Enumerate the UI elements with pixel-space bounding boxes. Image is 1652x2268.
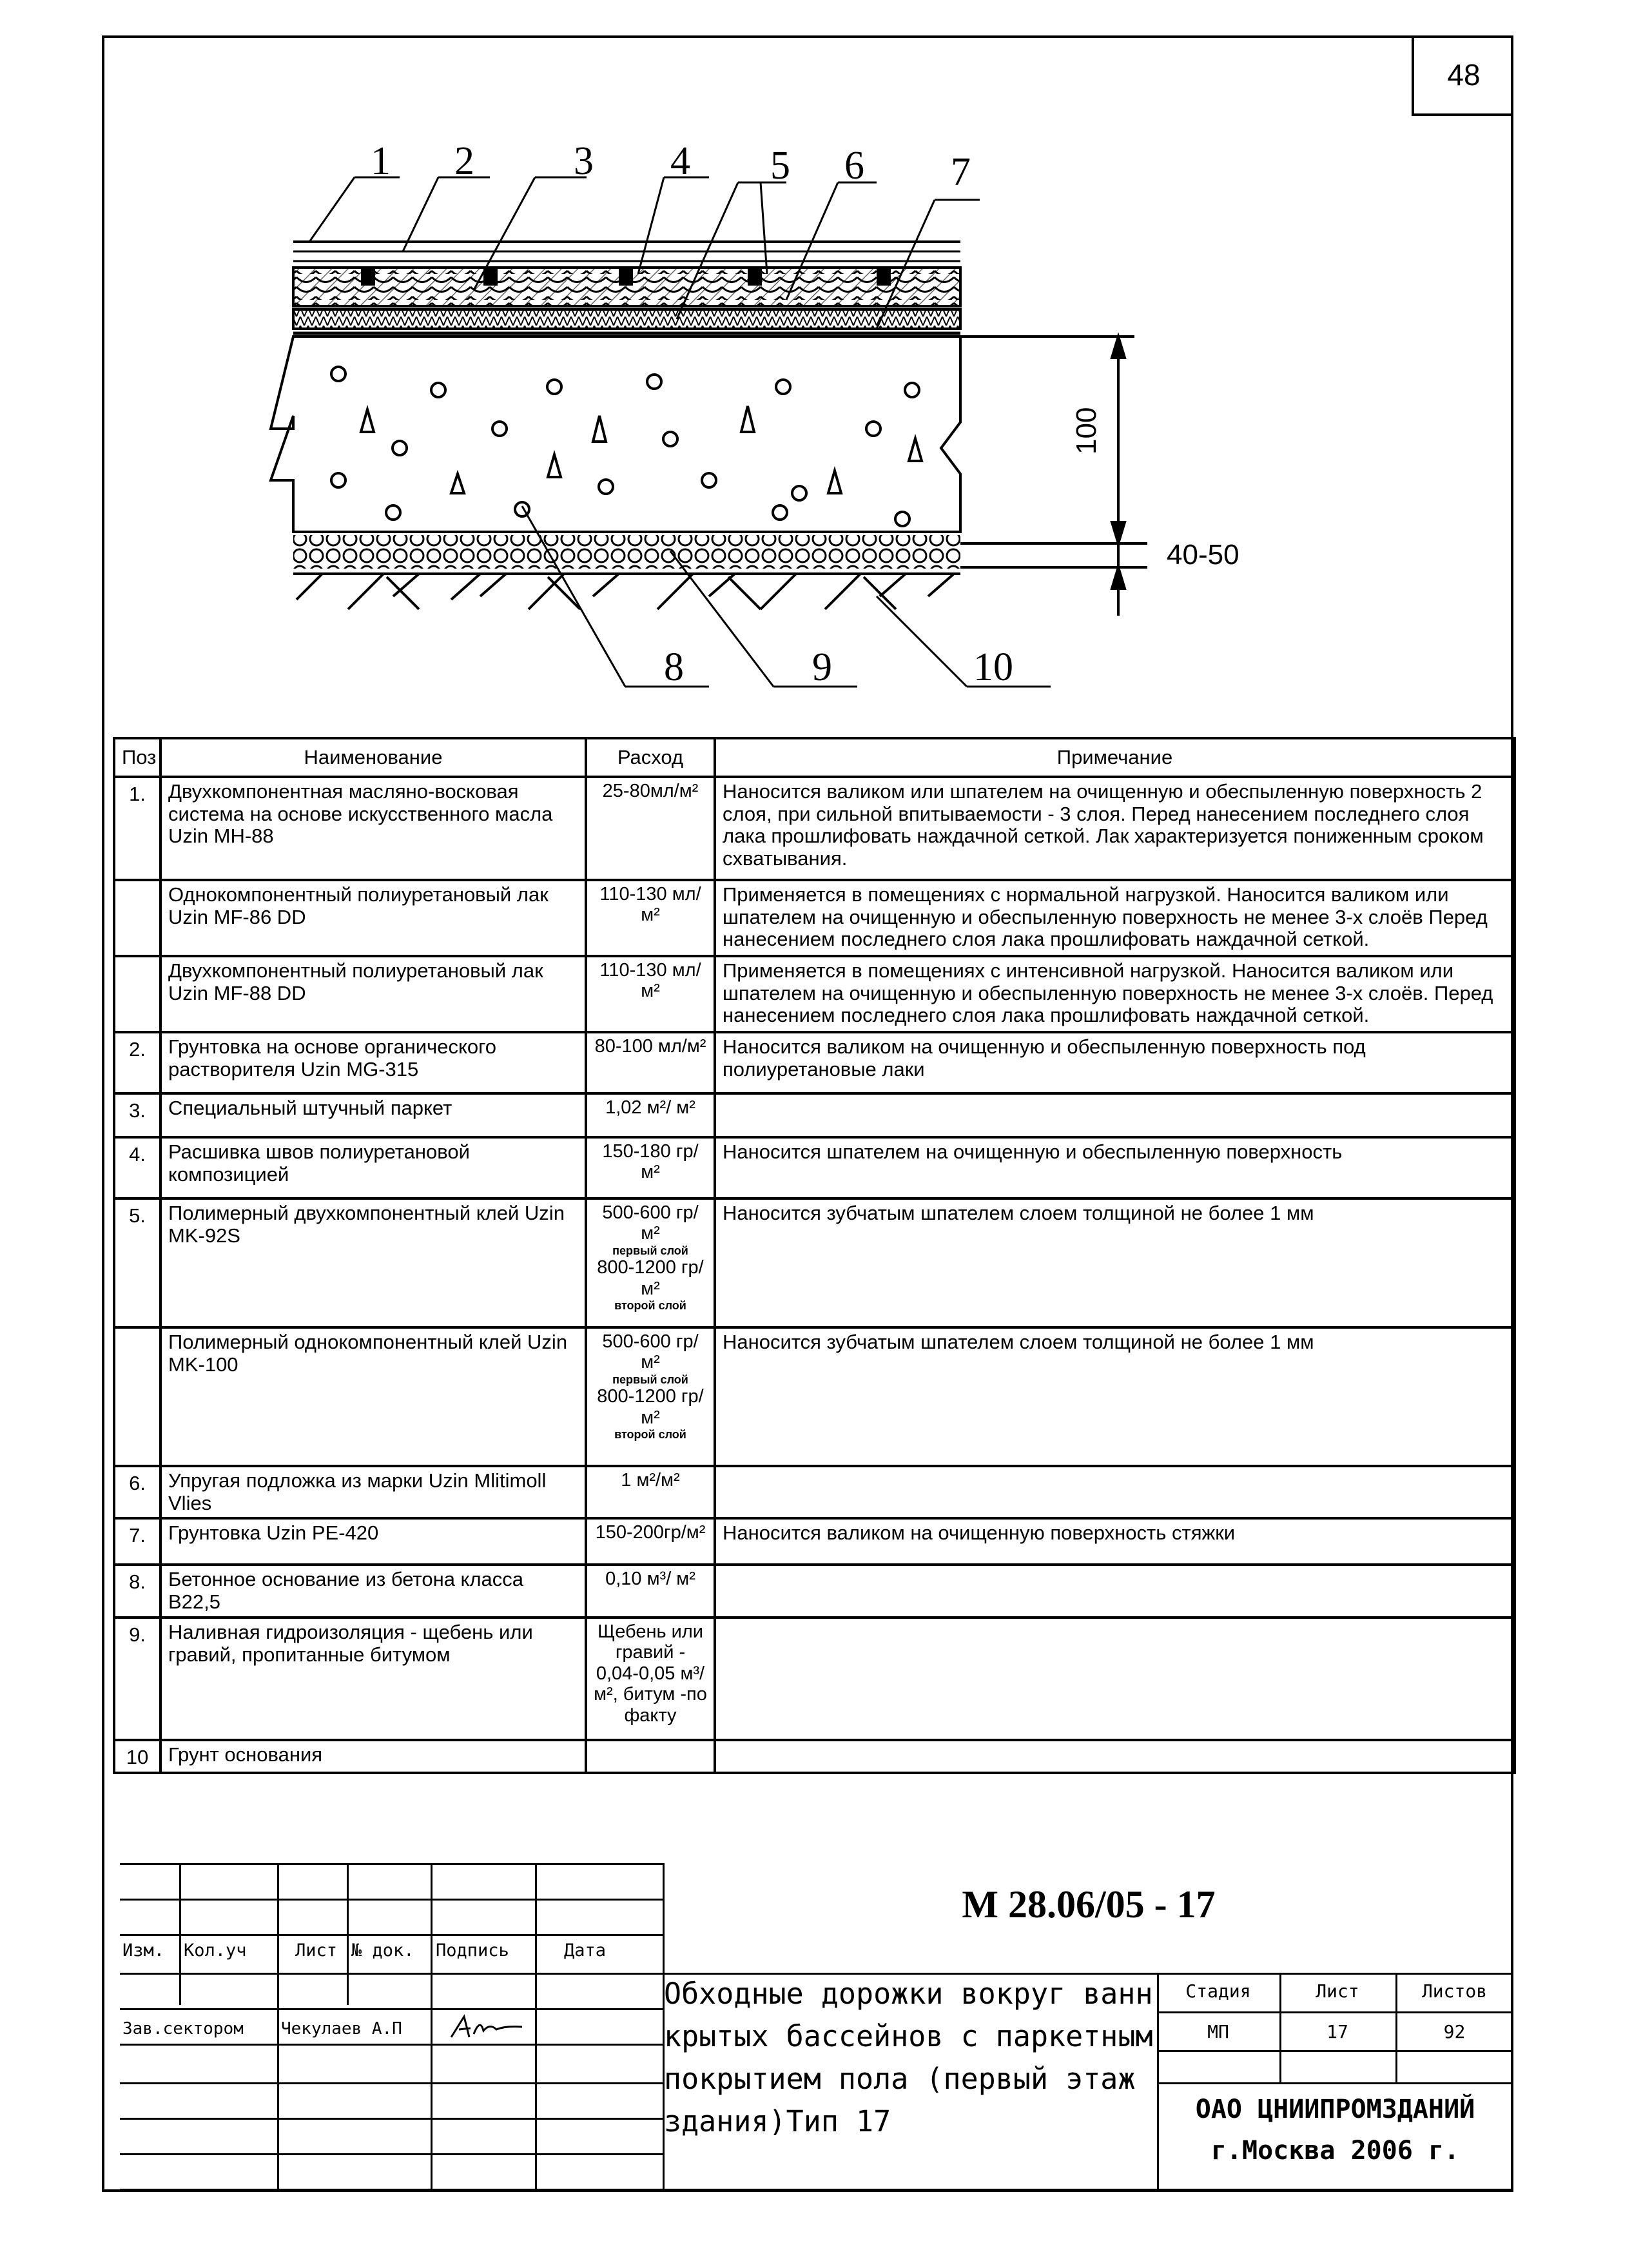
row-name: Грунтовка на основе органического растворителя Uzin MG-315 xyxy=(160,1032,586,1093)
row-note: Наносится зубчатым шпателем слоем толщиной не более 1 мм xyxy=(715,1198,1515,1327)
stage-label: Стадия xyxy=(1185,1980,1251,2002)
qty-second-layer: второй слой xyxy=(614,1299,686,1313)
callout-8: 8 xyxy=(664,645,684,689)
row-pos: 2. xyxy=(114,1032,160,1093)
row-name: Полимерный двухкомпонентный клей Uzin MK-92S xyxy=(160,1198,586,1327)
table-row xyxy=(114,1740,1515,1773)
sheets-value: 92 xyxy=(1443,2021,1466,2042)
row-name: Однокомпонентный полиуретановый лак Uzin MF-86 DD xyxy=(160,880,586,956)
row-qty: 110-130 мл/м² xyxy=(586,880,715,956)
row-note: Наносится валиком на очищенную поверхность стяжки xyxy=(715,1518,1515,1565)
role-label: Зав.сектором xyxy=(122,2019,244,2038)
qty-main: 500-600 гр/м² xyxy=(602,1331,699,1373)
row-qty: 1 м²/м² xyxy=(586,1466,715,1518)
table-row xyxy=(114,1565,1515,1617)
row-name: Расшивка швов полиуретановой композицией xyxy=(160,1137,586,1198)
row-qty: 150-180 гр/м² xyxy=(586,1137,715,1198)
row-pos: 9. xyxy=(114,1618,160,1740)
stage-value: МП xyxy=(1207,2021,1229,2042)
table-row xyxy=(114,1518,1515,1565)
col-label-list: Лист xyxy=(295,1941,338,1960)
callout-2: 2 xyxy=(454,145,474,183)
document-title: Обходные дорожки вокруг ванн крытых бассейнов с паркетным покрытием пола (первый этаж здания)Тип 17 xyxy=(664,1977,1153,2138)
row-note xyxy=(715,1740,1515,1773)
header-name: Наименование xyxy=(160,738,586,777)
row-pos xyxy=(114,880,160,956)
table-row xyxy=(114,880,1515,956)
callout-1: 1 xyxy=(371,145,391,183)
row-pos: 8. xyxy=(114,1565,160,1617)
table-header-row xyxy=(114,738,1515,777)
row-name: Грунтовка Uzin PE-420 xyxy=(160,1518,586,1565)
row-name: Наливная гидроизоляция - щебень или гравий, пропитанные битумом xyxy=(160,1618,586,1740)
page-number: 48 xyxy=(1412,35,1513,116)
row-qty: 0,10 м³/ м² xyxy=(586,1565,715,1617)
qty-second: 800-1200 гр/м² xyxy=(597,1257,704,1299)
row-note xyxy=(715,1618,1515,1740)
row-qty xyxy=(586,1198,715,1327)
table-row xyxy=(114,1198,1515,1327)
sheets-label: Листов xyxy=(1421,1980,1488,2002)
row-pos: 6. xyxy=(114,1466,160,1518)
organization-name: ОАО ЦНИИПРОМЗДАНИЙ xyxy=(1195,2095,1475,2124)
table-row xyxy=(114,1032,1515,1093)
callout-7: 7 xyxy=(951,150,971,194)
row-pos: 1. xyxy=(114,777,160,880)
row-qty xyxy=(586,1327,715,1466)
sheet-label: Лист xyxy=(1316,1980,1359,2002)
qty-first-layer: первый слой xyxy=(612,1373,688,1386)
table-row xyxy=(114,777,1515,880)
row-note: Применяется в помещениях с нормальной нагрузкой. Наносится валиком или шпателем на очищенную и обеспыленную поверхность не менее 3-х слоёв Перед нанесением последнего слоя лака прошлифовать наждачной сеткой. xyxy=(715,880,1515,956)
row-pos: 3. xyxy=(114,1093,160,1137)
row-pos xyxy=(114,956,160,1032)
row-qty: 1,02 м²/ м² xyxy=(586,1093,715,1137)
table-row xyxy=(114,956,1515,1032)
row-name: Двухкомпонентная масляно-восковая система на основе искусственного масла Uzin MH-88 xyxy=(160,777,586,880)
header-qty: Расход xyxy=(586,738,715,777)
col-label-izm: Изм. xyxy=(122,1941,165,1960)
row-note: Применяется в помещениях с интенсивной нагрузкой. Наносится валиком или шпателем на очищенную и обеспыленную поверхность не менее 3-х слоёв. Перед нанесением последнего слоя лака прошлифовать наждачной сеткой. xyxy=(715,956,1515,1032)
signature-image xyxy=(445,2011,529,2044)
row-note xyxy=(715,1565,1515,1617)
table-row xyxy=(114,1093,1515,1137)
col-label-signature: Подпись xyxy=(436,1941,509,1960)
qty-first-layer: первый слой xyxy=(612,1244,688,1257)
row-pos xyxy=(114,1327,160,1466)
row-note: Наносится валиком на очищенную и обеспыленную поверхность под полиуретановые лаки xyxy=(715,1032,1515,1093)
row-qty: 25-80мл/м² xyxy=(586,777,715,880)
row-pos: 10 xyxy=(114,1740,160,1773)
row-qty: 80-100 мл/м² xyxy=(586,1032,715,1093)
row-note xyxy=(715,1466,1515,1518)
callout-4: 4 xyxy=(670,145,690,183)
callout-9: 9 xyxy=(812,645,832,689)
table-row xyxy=(114,1137,1515,1198)
floor-section-drawing xyxy=(258,145,1289,712)
row-name: Грунт основания xyxy=(160,1740,586,1773)
row-qty xyxy=(586,1740,715,1773)
qty-second-layer: второй слой xyxy=(614,1428,686,1442)
col-label-date: Дата xyxy=(564,1941,607,1960)
dimension-100: 100 xyxy=(1071,407,1102,455)
row-pos: 5. xyxy=(114,1198,160,1327)
row-name: Бетонное основание из бетона класса B22,5 xyxy=(160,1565,586,1617)
organization xyxy=(1157,2089,1513,2171)
row-name: Специальный штучный паркет xyxy=(160,1093,586,1137)
callout-5: 5 xyxy=(770,145,790,188)
person-name: Чекулаев А.П xyxy=(281,2019,402,2038)
table-row xyxy=(114,1618,1515,1740)
table-row xyxy=(114,1466,1515,1518)
dimension-40-50: 40-50 xyxy=(1167,539,1239,571)
callout-3: 3 xyxy=(574,145,594,183)
row-name: Полимерный однокомпонентный клей Uzin MK-100 xyxy=(160,1327,586,1466)
callout-6: 6 xyxy=(844,145,864,188)
document-code: М 28.06/05 - 17 xyxy=(962,1883,1216,1926)
row-name: Двухкомпонентный полиуретановый лак Uzin MF-88 DD xyxy=(160,956,586,1032)
header-note: Примечание xyxy=(715,738,1515,777)
row-qty: 110-130 мл/м² xyxy=(586,956,715,1032)
row-note: Наносится валиком или шпателем на очищенную и обеспыленную поверхность 2 слоя, при сильной впитываемости - 3 слоя. Перед нанесением последнего слоя лака прошлифовать наждачной сеткой. Лак характеризуется пониженным сроком схватывания. xyxy=(715,777,1515,880)
row-note xyxy=(715,1093,1515,1137)
row-note: Наносится шпателем на очищенную и обеспыленную поверхность xyxy=(715,1137,1515,1198)
col-label-doc-no: № док. xyxy=(351,1941,414,1960)
city-year: г.Москва 2006 г. xyxy=(1210,2136,1460,2165)
qty-second: 800-1200 гр/м² xyxy=(597,1386,704,1428)
row-qty: 150-200гр/м² xyxy=(586,1518,715,1565)
row-pos: 4. xyxy=(114,1137,160,1198)
row-note: Наносится зубчатым шпателем слоем толщиной не более 1 мм xyxy=(715,1327,1515,1466)
row-pos: 7. xyxy=(114,1518,160,1565)
header-pos: Поз xyxy=(114,738,160,777)
callout-10: 10 xyxy=(973,645,1013,689)
row-qty: Щебень или гравий - 0,04-0,05 м³/м², битум -по факту xyxy=(586,1618,715,1740)
col-label-kol-uch: Кол.уч xyxy=(184,1941,247,1960)
specification-table xyxy=(113,737,1516,1774)
row-name: Упругая подложка из марки Uzin Mlitimoll Vlies xyxy=(160,1466,586,1518)
sheet-value: 17 xyxy=(1326,2021,1348,2042)
table-row xyxy=(114,1327,1515,1466)
qty-main: 500-600 гр/м² xyxy=(602,1202,699,1244)
